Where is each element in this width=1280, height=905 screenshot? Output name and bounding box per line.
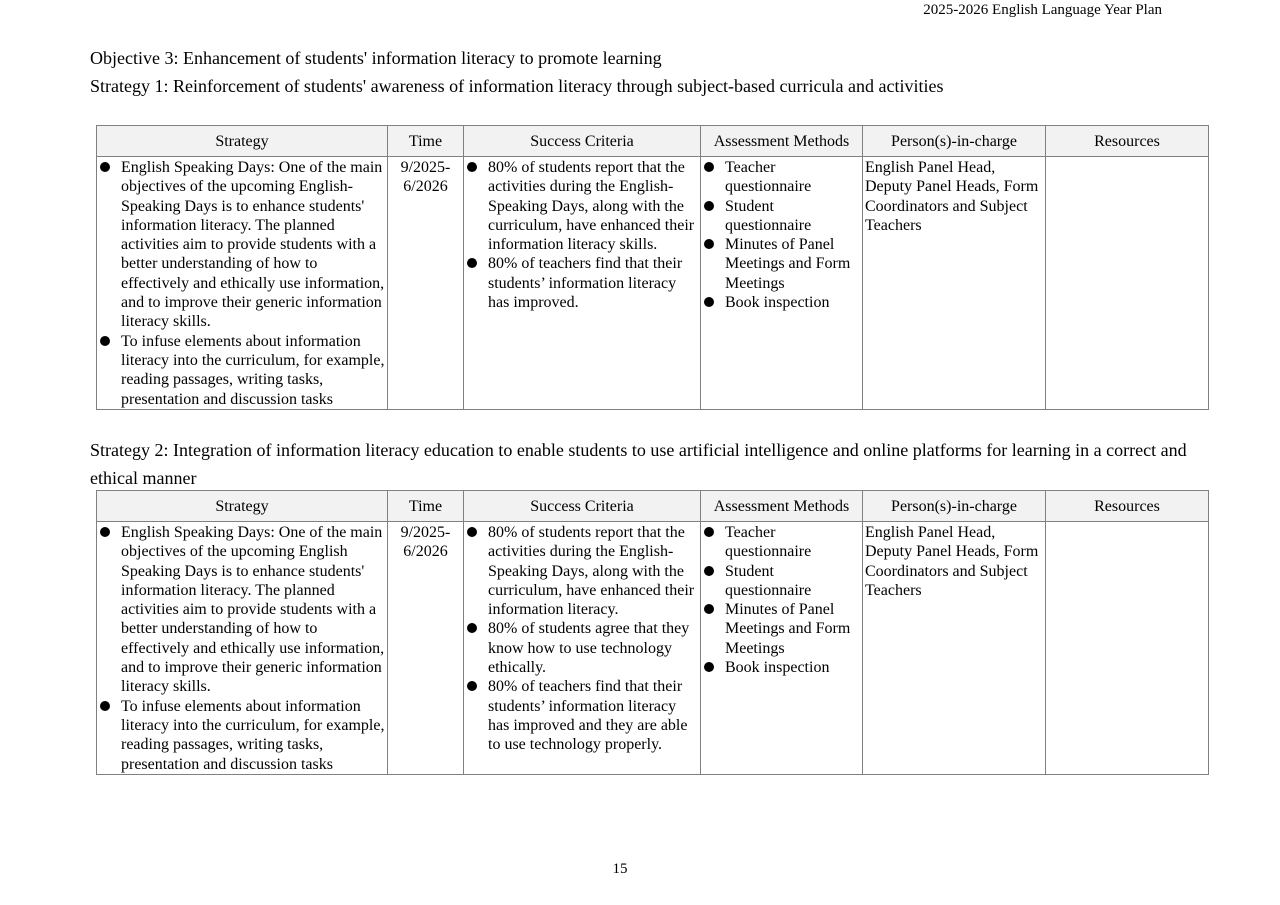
- list-item: Teacher questionnaire: [703, 158, 860, 197]
- list-item: Minutes of Panel Meetings and Form Meetings: [703, 235, 860, 293]
- strategy-2-heading: Strategy 2: Integration of information literacy education to enable students to use artificial intelligence and online platforms for learning in a correct and ethical manner: [90, 440, 1187, 488]
- column-header-time: Time: [388, 491, 464, 522]
- list-item: 80% of teachers find that their students’ information literacy has improved and they are able to use technology properly.: [466, 677, 698, 754]
- list-item: 80% of students report that the activities during the English-Speaking Days, along with the curriculum, have enhanced their information literacy skills.: [466, 158, 698, 254]
- column-header-resources: Resources: [1046, 491, 1209, 522]
- success-criteria-cell: [464, 157, 701, 410]
- table-header-row: [97, 491, 1209, 522]
- strategy-2-table: [96, 490, 1209, 775]
- strategy-cell: [97, 522, 388, 775]
- list-item: 80% of students agree that they know how to use technology ethically.: [466, 619, 698, 677]
- column-header-success-criteria: Success Criteria: [464, 126, 701, 157]
- persons-in-charge-cell: English Panel Head, Deputy Panel Heads, Form Coordinators and Subject Teachers: [863, 522, 1046, 775]
- table-row: [97, 157, 1209, 410]
- list-item: Student questionnaire: [703, 562, 860, 601]
- column-header-persons-in-charge: Person(s)-in-charge: [863, 491, 1046, 522]
- list-item: Minutes of Panel Meetings and Form Meetings: [703, 600, 860, 658]
- time-cell: 9/2025-6/2026: [388, 522, 464, 775]
- list-item: To infuse elements about information literacy into the curriculum, for example, reading passages, writing tasks, presentation and discussion tasks: [99, 332, 385, 409]
- strategy-1-table: [96, 125, 1209, 410]
- resources-cell: [1046, 157, 1209, 410]
- list-item: Book inspection: [703, 293, 860, 312]
- time-cell: 9/2025-6/2026: [388, 157, 464, 410]
- column-header-assessment-methods: Assessment Methods: [701, 491, 863, 522]
- list-item: To infuse elements about information literacy into the curriculum, for example, reading passages, writing tasks, presentation and discussion tasks: [99, 697, 385, 774]
- document-header-title: 2025-2026 English Language Year Plan: [923, 2, 1162, 18]
- column-header-assessment-methods: Assessment Methods: [701, 126, 863, 157]
- objective-heading: Objective 3: Enhancement of students' information literacy to promote learning: [90, 48, 662, 68]
- list-item: 80% of students report that the activities during the English-Speaking Days, along with the curriculum, have enhanced their information literacy.: [466, 523, 698, 619]
- page-number: 15: [612, 861, 628, 877]
- strategy-1-heading: Strategy 1: Reinforcement of students' awareness of information literacy through subject-based curricula and activities: [90, 76, 944, 96]
- list-item: English Speaking Days: One of the main objectives of the upcoming English Speaking Days is to enhance students' information literacy. The planned activities aim to provide students with a better understanding of how to effectively and ethically use information, and to improve their generic information literacy skills.: [99, 523, 385, 697]
- list-item: Student questionnaire: [703, 197, 860, 236]
- column-header-persons-in-charge: Person(s)-in-charge: [863, 126, 1046, 157]
- assessment-methods-cell: [701, 157, 863, 410]
- resources-cell: [1046, 522, 1209, 775]
- list-item: Teacher questionnaire: [703, 523, 860, 562]
- column-header-strategy: Strategy: [97, 126, 388, 157]
- list-item: 80% of teachers find that their students’ information literacy has improved.: [466, 254, 698, 312]
- column-header-success-criteria: Success Criteria: [464, 491, 701, 522]
- strategy-cell: [97, 157, 388, 410]
- list-item: English Speaking Days: One of the main objectives of the upcoming English-Speaking Days is to enhance students' information literacy. The planned activities aim to provide students with a better understanding of how to effectively and ethically use information, and to improve their generic information literacy skills.: [99, 158, 385, 332]
- list-item: Book inspection: [703, 658, 860, 677]
- success-criteria-cell: [464, 522, 701, 775]
- assessment-methods-cell: [701, 522, 863, 775]
- column-header-resources: Resources: [1046, 126, 1209, 157]
- persons-in-charge-cell: English Panel Head, Deputy Panel Heads, Form Coordinators and Subject Teachers: [863, 157, 1046, 410]
- table-row: [97, 522, 1209, 775]
- column-header-time: Time: [388, 126, 464, 157]
- column-header-strategy: Strategy: [97, 491, 388, 522]
- table-header-row: [97, 126, 1209, 157]
